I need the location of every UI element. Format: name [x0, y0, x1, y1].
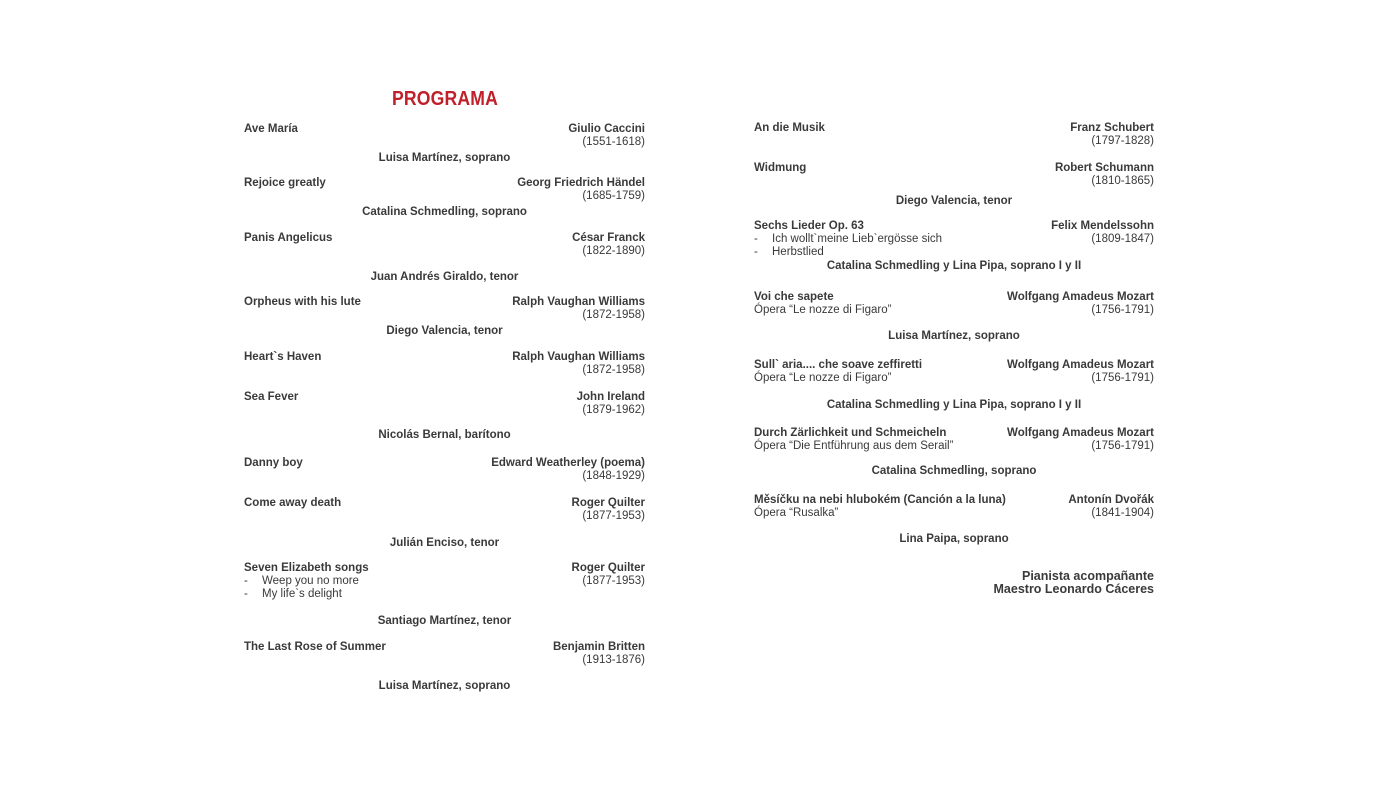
- composer-name: Franz Schubert: [1070, 122, 1154, 134]
- piece-title: Seven Elizabeth songs: [244, 562, 369, 574]
- piece-title: Heart`s Haven: [244, 351, 322, 363]
- program-entry: [244, 457, 645, 483]
- performer-name: Luisa Martínez, soprano: [888, 330, 1020, 342]
- composer-name: Felix Mendelssohn: [1051, 220, 1154, 232]
- composer-name: Benjamin Britten: [552, 641, 645, 653]
- composer-name: Ralph Vaughan Williams: [512, 296, 645, 308]
- composer-name: César Franck: [572, 232, 645, 244]
- piece-title: Danny boy: [244, 457, 303, 469]
- piece-title: Durch Zärlichkeit und Schmeicheln: [754, 427, 947, 439]
- program-entry: [754, 427, 1154, 453]
- composer-name: Wolfgang Amadeus Mozart: [1007, 359, 1154, 371]
- composer-dates: (1872-1958): [582, 364, 645, 376]
- performer-name: Luisa Martínez, soprano: [378, 152, 511, 164]
- opera-subtitle: Ópera “Die Entführung aus dem Serail”: [754, 440, 954, 452]
- composer-dates: (1810-1865): [1091, 175, 1154, 187]
- composer-dates: (1841-1904): [1091, 507, 1154, 519]
- program-entry: [754, 122, 1154, 148]
- composer-dates: (1877-1953): [582, 510, 645, 522]
- piece-title: Orpheus with his lute: [244, 296, 361, 308]
- piece-title: Ave María: [244, 123, 298, 135]
- pianist-role: Pianista acompañante: [1022, 569, 1154, 583]
- composer-dates: (1872-1958): [582, 309, 645, 321]
- performer-name: Nicolás Bernal, barítono: [378, 429, 511, 441]
- opera-subtitle: Ópera “Rusalka”: [754, 507, 839, 519]
- performer-name: Julián Enciso, tenor: [389, 537, 500, 549]
- composer-dates: (1756-1791): [1091, 440, 1154, 452]
- page-title: PROGRAMA: [392, 88, 499, 110]
- piece-title: Sechs Lieder Op. 63: [754, 220, 864, 232]
- piece-title: An die Musik: [754, 122, 825, 134]
- piece-title: Sull` aria.... che soave zeffiretti: [754, 359, 923, 371]
- list-item: - Weep you no more: [244, 575, 359, 587]
- list-item: - Ich wollt`meine Lieb`ergösse sich: [754, 233, 943, 245]
- performer-name: Juan Andrés Giraldo, tenor: [370, 271, 519, 283]
- piece-title: Voi che sapete: [754, 291, 834, 303]
- program-entry: [244, 123, 645, 149]
- piece-title: Panis Angelicus: [244, 232, 333, 244]
- program-entry: [754, 494, 1154, 520]
- performer-name: Santiago Martínez, tenor: [377, 615, 512, 627]
- performer-name: Catalina Schmedling y Lina Pipa, soprano I y II: [826, 399, 1082, 411]
- piece-title: Come away death: [244, 497, 342, 509]
- program-entry: [244, 497, 645, 523]
- program-entry: [754, 220, 1154, 259]
- program-entry: [754, 291, 1154, 317]
- piece-title: The Last Rose of Summer: [244, 641, 386, 653]
- composer-dates: (1685-1759): [582, 190, 645, 202]
- list-item: - Herbstlied: [754, 246, 824, 258]
- list-item: - My life`s delight: [244, 588, 342, 600]
- composer-dates: (1809-1847): [1091, 233, 1154, 245]
- program-entry: [244, 641, 645, 667]
- program-entry: [754, 162, 1154, 188]
- composer-dates: (1879-1962): [582, 404, 645, 416]
- composer-name: Giulio Caccini: [568, 123, 645, 135]
- program-entry: [244, 562, 645, 601]
- composer-name: Roger Quilter: [571, 497, 645, 509]
- piece-title: Rejoice greatly: [244, 177, 326, 189]
- performer-name: Lina Paipa, soprano: [899, 533, 1009, 545]
- composer-dates: (1551-1618): [582, 136, 645, 148]
- composer-name: Edward Weatherley (poema): [491, 457, 645, 469]
- composer-name: Antonín Dvořák: [1068, 494, 1154, 506]
- opera-subtitle: Ópera “Le nozze di Figaro”: [754, 304, 892, 316]
- composer-dates: (1913-1876): [582, 654, 645, 666]
- piece-title: Měsíčku na nebi hlubokém (Canción a la luna): [754, 494, 1006, 506]
- piece-title: Sea Fever: [244, 391, 299, 403]
- composer-name: John Ireland: [576, 391, 645, 403]
- program-entry: [754, 359, 1154, 385]
- composer-dates: (1756-1791): [1091, 372, 1154, 384]
- composer-dates: (1756-1791): [1091, 304, 1154, 316]
- composer-name: Wolfgang Amadeus Mozart: [1007, 291, 1154, 303]
- program-entry: [244, 296, 645, 322]
- performer-name: Catalina Schmedling y Lina Pipa, soprano I y II: [826, 260, 1082, 272]
- composer-name: Georg Friedrich Händel: [517, 177, 645, 189]
- composer-dates: (1797-1828): [1091, 135, 1154, 147]
- performer-name: Catalina Schmedling, soprano: [362, 206, 527, 218]
- program-entry: [244, 351, 645, 377]
- composer-name: Robert Schumann: [1054, 162, 1154, 174]
- opera-subtitle: Ópera “Le nozze di Figaro”: [754, 372, 892, 384]
- program-entry: [244, 391, 645, 417]
- performer-name: Diego Valencia, tenor: [895, 195, 1013, 207]
- performer-name: Luisa Martínez, soprano: [378, 680, 511, 692]
- program-entry: [244, 232, 645, 258]
- piece-title: Widmung: [754, 162, 807, 174]
- pianist-name: Maestro Leonardo Cáceres: [993, 582, 1154, 596]
- performer-name: Catalina Schmedling, soprano: [871, 465, 1037, 477]
- composer-name: Roger Quilter: [571, 562, 645, 574]
- composer-dates: (1822-1890): [582, 245, 645, 257]
- performer-name: Diego Valencia, tenor: [386, 325, 503, 337]
- composer-name: Ralph Vaughan Williams: [512, 351, 645, 363]
- composer-name: Wolfgang Amadeus Mozart: [1007, 427, 1154, 439]
- composer-dates: (1848-1929): [582, 470, 645, 482]
- composer-dates: (1877-1953): [582, 575, 645, 587]
- program-entry: [244, 177, 645, 203]
